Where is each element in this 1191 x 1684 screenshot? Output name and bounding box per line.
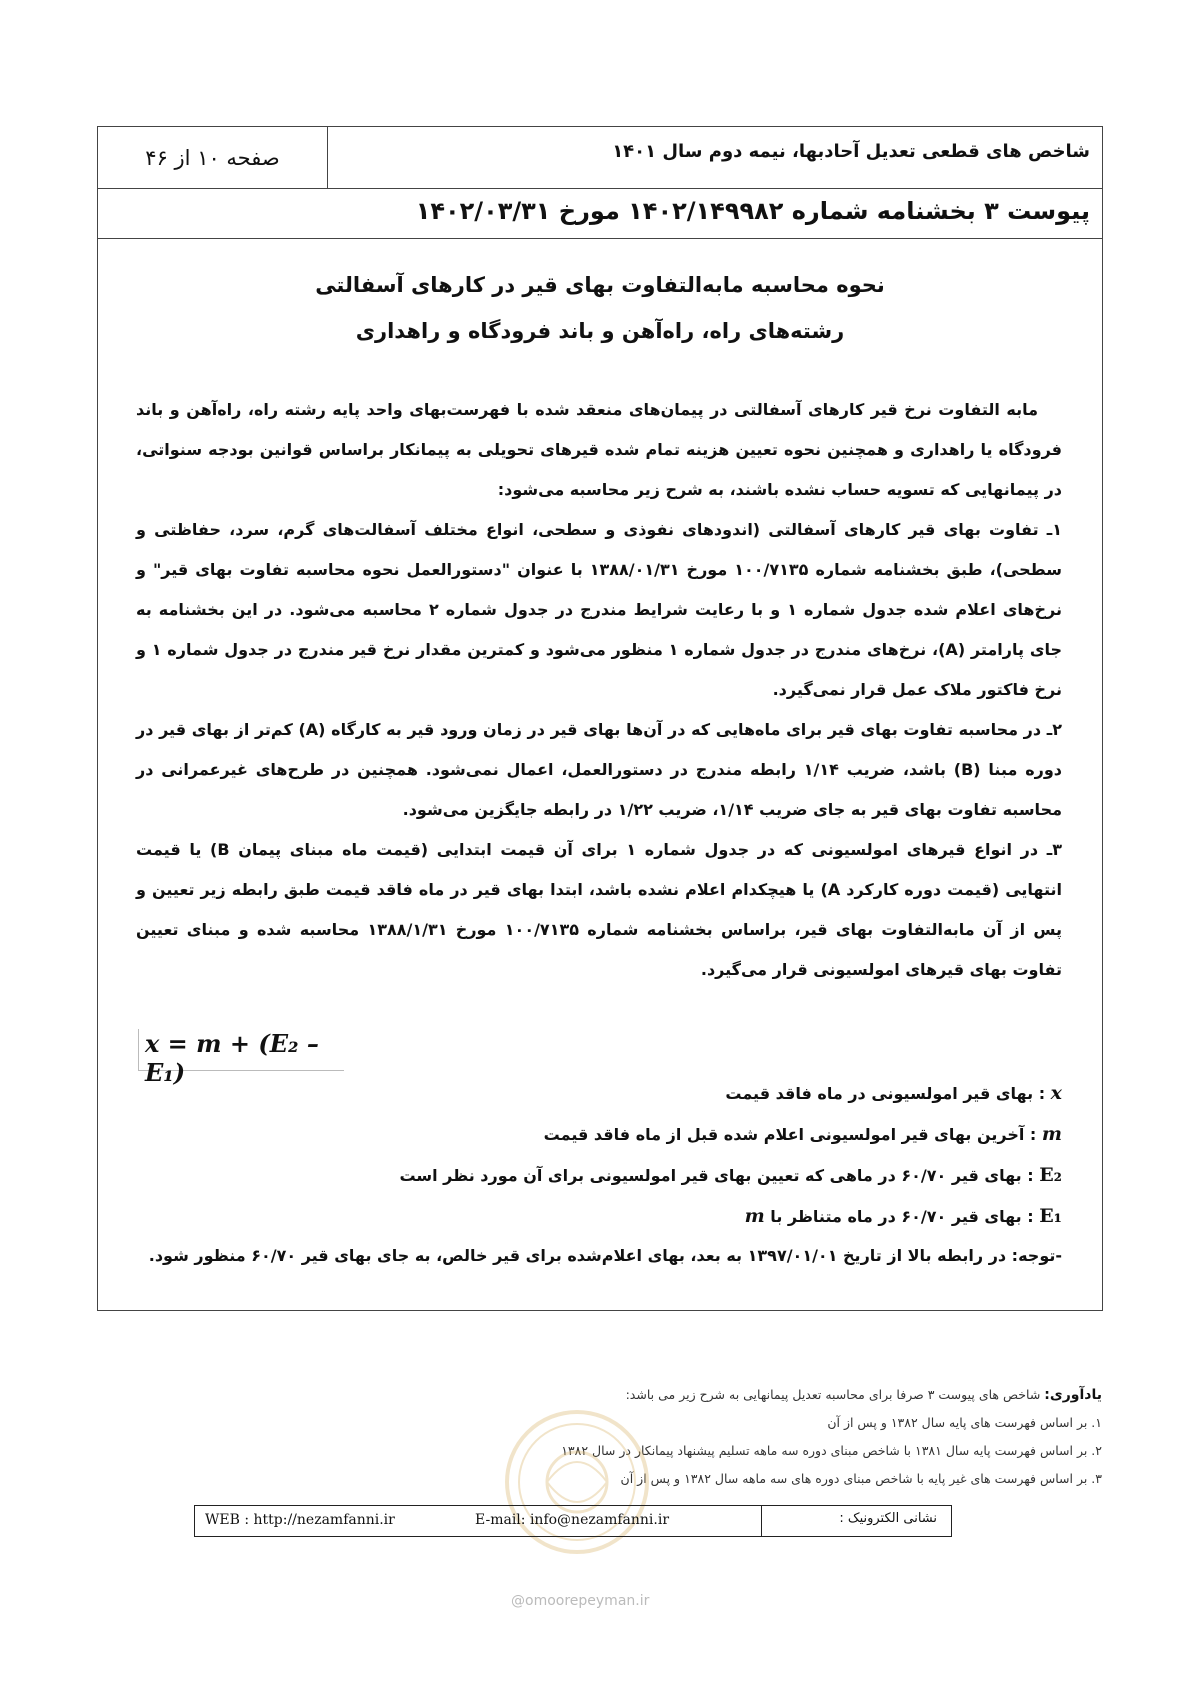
reminder-line-2: ۲. بر اساس فهرست پایه سال ۱۳۸۱ با شاخص مبنای دوره سه ماهه تسلیم پیشنهاد پیمانکار در سال ۱۳۸۲: [561, 1443, 1102, 1458]
section-title: [98, 262, 1102, 354]
definition-m: [136, 1114, 1062, 1155]
email-link[interactable]: E-mail: info@nezamfanni.ir: [475, 1512, 670, 1528]
body-text: [136, 390, 1062, 990]
page-frame: [97, 126, 1103, 1311]
appendix-heading: پیوست ۳ بخشنامه شماره ۱۴۰۲/۱۴۹۹۸۲ مورخ ۱۴۰۲/۰۳/۳۱: [98, 189, 1102, 239]
item-1: ۱ـ تفاوت بهای قیر کارهای آسفالتی (اندودهای نفوذی و سطحی، انواع مختلف آسفالت‌های گرم، سرد، حفاظتی و سطحی)، طبق بخشنامه شماره ۱۰۰/۷۱۳۵ مورخ ۱۳۸۸/۰۱/۳۱ با عنوان "دستورالعمل نحوه محاسبه تفاوت بهای قیر" و نرخ‌های اعلام شده جدول شماره ۱ و با رعایت شرایط مندرج در جدول شماره ۲ محاسبه می‌شود. در این بخشنامه به جای پارامتر (A)، نرخ‌های مندرج در جدول شماره ۱ منظور می‌شود و کمترین مقدار نرخ قیر مندرج در جدول شماره ۱ و نرخ فاکتور ملاک عمل قرار نمی‌گیرد.: [136, 520, 1063, 699]
definition-e1-text: : بهای قیر ۶۰/۷۰ در ماه متناظر با: [764, 1207, 1040, 1226]
definition-e2: [136, 1155, 1062, 1196]
document-title: شاخص های قطعی تعدیل آحادبها، نیمه دوم سال ۱۴۰۱: [612, 141, 1090, 162]
intro-paragraph: مابه التفاوت نرخ قیر کارهای آسفالتی در پیمان‌های منعقد شده با فهرست‌بهای واحد پایه رشته راه، راه‌آهن و باند فرودگاه یا راهداری و همچنین نحوه تعیین هزینه تمام شده قیرهای تحویلی به پیمانکار براساس قوانین بودجه سنواتی، در پیمانهایی که تسویه حساب نشده باشند، به شرح زیر محاسبه می‌شود:: [136, 400, 1062, 499]
definition-e1: [136, 1196, 1062, 1237]
definitions: [136, 1073, 1062, 1275]
note: -توجه: در رابطه بالا از تاریخ ۱۳۹۷/۰۱/۰۱ به بعد، بهای اعلام‌شده برای قیر خالص، به جای بهای قیر ۶۰/۷۰ منظور شود.: [148, 1246, 1062, 1265]
reminder-intro-text: شاخص های پیوست ۳ صرفا برای محاسبه تعدیل پیمانهایی به شرح زیر می باشد:: [625, 1387, 1045, 1402]
reminder-line-1: ۱. بر اساس فهرست های پایه سال ۱۳۸۲ و پس از آن: [827, 1415, 1102, 1430]
symbol-x: x: [1050, 1082, 1062, 1104]
definition-x-text: : بهای قیر امولسیونی در ماه فاقد قیمت: [725, 1084, 1051, 1103]
website-link[interactable]: WEB : http://nezamfanni.ir: [205, 1512, 395, 1528]
definition-m-text: : آخرین بهای قیر امولسیونی اعلام شده قبل از ماه فاقد قیمت: [543, 1125, 1042, 1144]
definition-x: [136, 1073, 1062, 1114]
definition-e2-text: : بهای قیر ۶۰/۷۰ در ماهی که تعیین بهای قیر امولسیونی برای آن مورد نظر است: [399, 1166, 1040, 1185]
section-title-line1: نحوه محاسبه مابه‌التفاوت بهای قیر در کارهای آسفالتی: [315, 273, 885, 297]
header-row: [98, 127, 1102, 189]
reminder-line-3: ۳. بر اساس فهرست های غیر پایه با شاخص مبنای دوره های سه ماهه سال ۱۳۸۲ و پس از آن: [620, 1471, 1102, 1486]
watermark-seal-icon: [500, 1402, 655, 1562]
footer-site: @omoorepeyman.ir: [511, 1593, 650, 1609]
symbol-e1: E₁: [1039, 1205, 1062, 1227]
page-number: صفحه ۱۰ از ۴۶: [98, 127, 328, 188]
contact-box: [194, 1505, 952, 1537]
item-2: ۲ـ در محاسبه تفاوت بهای قیر برای ماه‌هایی که در آن‌ها بهای قیر در زمان ورود قیر به کارگاه (A) کم‌تر از بهای قیر در دوره مبنا (B) باشد، ضریب ۱/۱۴ رابطه مندرج در دستورالعمل، اعمال نمی‌شود. همچنین در طرح‌های غیرعمرانی در محاسبه تفاوت بهای قیر به جای ضریب ۱/۱۴، ضریب ۱/۲۲ در رابطه جایگزین می‌شود.: [136, 720, 1063, 819]
reminder-label: یادآوری:: [1044, 1387, 1102, 1403]
section-title-line2: رشته‌های راه، راه‌آهن و باند فرودگاه و راهداری: [355, 319, 845, 343]
symbol-m: m: [1041, 1123, 1062, 1145]
contact-label: نشانی الکترونیک :: [761, 1506, 951, 1536]
item-3: ۳ـ در انواع قیرهای امولسیونی که در جدول شماره ۱ برای آن قیمت ابتدایی (قیمت ماه مبنای پیمان B) یا قیمت انتهایی (قیمت دوره کارکرد A) یا هیچکدام اعلام نشده باشد، ابتدا بهای قیر در ماه فاقد قیمت طبق رابطه زیر تعیین و پس از آن مابه‌التفاوت بهای قیر، براساس بخشنامه شماره ۱۰۰/۷۱۳۵ مورخ ۱۳۸۸/۱/۳۱ محاسبه شده و مبنای تعیین تفاوت بهای قیرهای امولسیونی قرار می‌گیرد.: [136, 840, 1063, 979]
formula: x = m + (E₂ – E₁): [138, 1029, 344, 1071]
symbol-m-ref: m: [744, 1205, 765, 1227]
symbol-e2: E₂: [1039, 1164, 1062, 1186]
